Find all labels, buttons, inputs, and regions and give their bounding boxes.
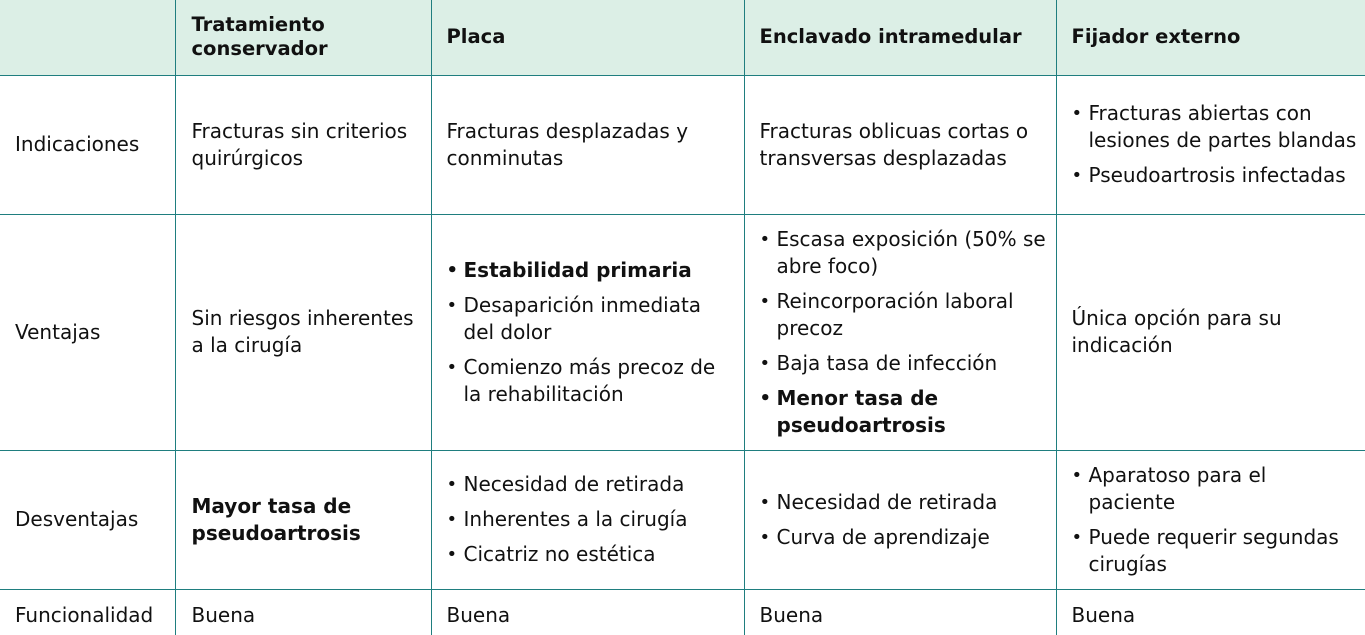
cell-indicaciones-conservador: Fracturas sin criterios quirúrgicos <box>175 75 431 214</box>
row-indicaciones <box>0 75 1365 214</box>
cell-indicaciones-placa: Fracturas desplazadas y conminutas <box>431 75 744 214</box>
list-indicaciones-fijador <box>1072 100 1358 189</box>
row-label-desventajas: Desventajas <box>0 450 175 589</box>
header-fijador-externo: Fijador externo <box>1056 0 1365 75</box>
list-item: • Cicatriz no estética <box>447 541 736 568</box>
cell-funcionalidad-conservador: Buena <box>175 589 431 635</box>
list-item: • Inherentes a la cirugía <box>447 506 736 533</box>
cell-desventajas-conservador: Mayor tasa de pseudoartrosis <box>175 450 431 589</box>
list-item: • Puede requerir segundas cirugías <box>1072 524 1358 578</box>
row-label-ventajas: Ventajas <box>0 214 175 450</box>
header-enclavado-intramedular: Enclavado intramedular <box>744 0 1056 75</box>
cell-funcionalidad-placa: Buena <box>431 589 744 635</box>
list-ventajas-enclavado <box>760 226 1048 439</box>
header-row <box>0 0 1365 75</box>
list-item: • Baja tasa de infección <box>760 350 1048 377</box>
cell-ventajas-conservador: Sin riesgos inherentes a la cirugía <box>175 214 431 450</box>
cell-indicaciones-enclavado: Fracturas oblicuas cortas o transversas desplazadas <box>744 75 1056 214</box>
list-item: • Aparatoso para el paciente <box>1072 462 1358 516</box>
row-label-funcionalidad: Funcionalidad <box>15 602 154 627</box>
list-item: • Pseudoartrosis infectadas <box>1072 162 1358 189</box>
list-item: • Necesidad de retirada <box>447 471 736 498</box>
cell-funcionalidad-enclavado: Buena <box>744 589 1056 635</box>
cell-ventajas-fijador: Única opción para su indicación <box>1056 214 1365 450</box>
row-funcionalidad <box>0 589 1365 635</box>
row-desventajas <box>0 450 1365 589</box>
list-desventajas-fijador <box>1072 462 1358 578</box>
cell-desventajas-enclavado <box>744 450 1056 589</box>
row-label-indicaciones: Indicaciones <box>0 75 175 214</box>
cell-desventajas-placa <box>431 450 744 589</box>
list-item: • Reincorporación laboral precoz <box>760 288 1048 342</box>
list-item: • Comienzo más precoz de la rehabilitación <box>447 354 736 408</box>
list-item: • Curva de aprendizaje <box>760 524 1048 551</box>
cell-funcionalidad-fijador: Buena <box>1056 589 1365 635</box>
header-corner <box>0 0 175 75</box>
cell-ventajas-enclavado <box>744 214 1056 450</box>
list-item: • Fracturas abiertas con lesiones de partes blandas <box>1072 100 1358 154</box>
row-ventajas <box>0 214 1365 450</box>
header-tratamiento-conservador: Tratamiento conservador <box>175 0 431 75</box>
list-desventajas-placa <box>447 471 736 568</box>
cell-desventajas-fijador <box>1056 450 1365 589</box>
header-placa: Placa <box>431 0 744 75</box>
list-item: • Estabilidad primaria <box>447 257 736 284</box>
cell-indicaciones-fijador <box>1056 75 1365 214</box>
list-item: • Desaparición inmediata del dolor <box>447 292 736 346</box>
list-item: • Escasa exposición (50% se abre foco) <box>760 226 1048 280</box>
list-desventajas-enclavado <box>760 489 1048 551</box>
list-item: • Necesidad de retirada <box>760 489 1048 516</box>
list-item: • Menor tasa de pseudoartrosis <box>760 385 1048 439</box>
cell-ventajas-placa <box>431 214 744 450</box>
list-ventajas-placa <box>447 257 736 408</box>
